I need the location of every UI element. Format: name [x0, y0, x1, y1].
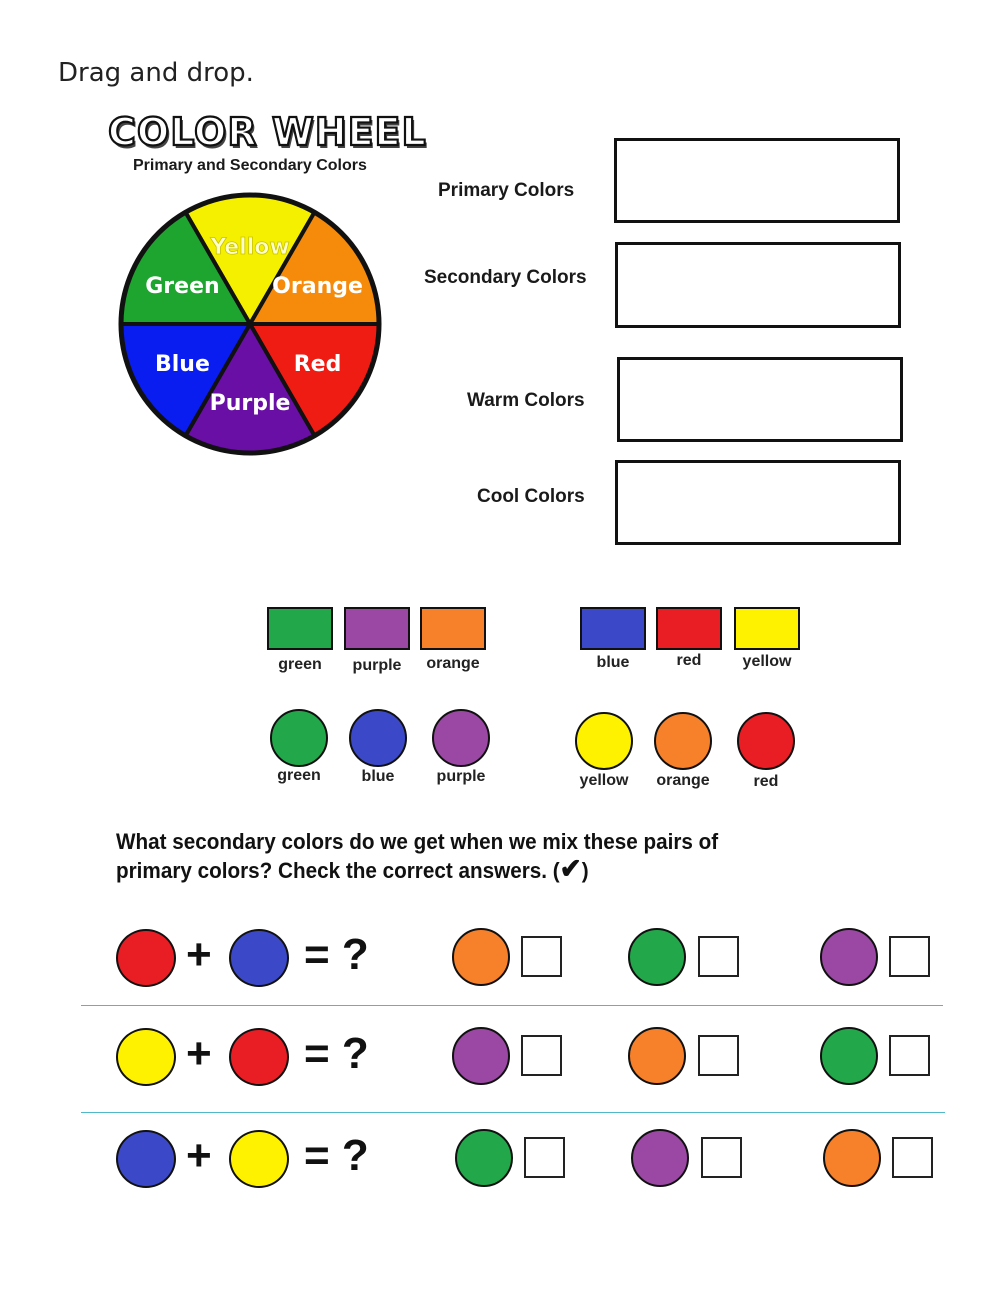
answer-option-green [628, 928, 686, 986]
wheel-label-purple: Purple [209, 391, 291, 416]
answer-checkbox-row-3-purple[interactable] [701, 1137, 742, 1178]
checkmark-icon: ✔ [559, 853, 582, 884]
draggable-dot-green[interactable] [270, 709, 328, 767]
mix-row-3-color-b [229, 1130, 289, 1188]
draggable-swatch-red[interactable] [656, 607, 722, 650]
color-wheel-title: COLOR WHEEL [108, 110, 427, 154]
swatch-yellow[interactable] [734, 607, 800, 650]
mix-row-3-color-a [116, 1130, 176, 1188]
swatch-label-blue: blue [596, 654, 630, 671]
draggable-dot-purple[interactable] [432, 709, 490, 767]
answer-checkbox-row-3-green[interactable] [524, 1137, 565, 1178]
question-line-1: What secondary colors do we get when we mix these pairs of [116, 829, 719, 854]
answer-option-orange [452, 928, 510, 986]
mix-row-2-color-b [229, 1028, 289, 1086]
color-wheel-subtitle: Primary and Secondary Colors [133, 157, 367, 174]
dot-label-yellow: yellow [579, 772, 629, 789]
draggable-swatch-green[interactable] [267, 607, 333, 650]
plus-sign: + [186, 1029, 212, 1078]
row-divider [81, 1112, 945, 1113]
wheel-label-green: Green [145, 274, 220, 299]
answer-checkbox-row-2-orange[interactable] [698, 1035, 739, 1076]
cool-colors-label: Cool Colors [477, 486, 585, 507]
dot-label-green: green [277, 767, 321, 784]
primary-colors-label: Primary Colors [438, 180, 575, 201]
wheel-label-orange: Orange [272, 274, 363, 299]
plus-sign: + [186, 1131, 212, 1180]
dot-label-orange: orange [656, 772, 710, 789]
answer-checkbox-row-2-purple[interactable] [521, 1035, 562, 1076]
draggable-swatch-yellow[interactable] [734, 607, 800, 650]
warm-colors-label: Warm Colors [467, 390, 585, 411]
swatch-label-green: green [278, 656, 322, 673]
answer-option-green [455, 1129, 513, 1187]
swatch-purple[interactable] [344, 607, 410, 650]
answer-checkbox-row-3-orange[interactable] [892, 1137, 933, 1178]
swatch-blue[interactable] [580, 607, 646, 650]
answer-option-orange [628, 1027, 686, 1085]
mix-row-1-color-b [229, 929, 289, 987]
dot-label-purple: purple [436, 768, 486, 785]
swatch-label-yellow: yellow [742, 653, 792, 670]
question-line-2: primary colors? Check the correct answers. ( [116, 858, 560, 883]
answer-checkbox-row-1-green[interactable] [698, 936, 739, 977]
equals-question: = ? [304, 930, 369, 979]
answer-option-purple [631, 1129, 689, 1187]
equals-question: = ? [304, 1131, 369, 1180]
wheel-label-yellow: Yellow [210, 235, 290, 260]
secondary-colors-label: Secondary Colors [424, 267, 587, 288]
instruction-text: Drag and drop. [58, 58, 254, 88]
question-text [116, 828, 849, 884]
draggable-dot-yellow[interactable] [575, 712, 633, 770]
wheel-label-blue: Blue [154, 352, 210, 377]
color-wheel-image [117, 191, 383, 457]
swatch-orange[interactable] [420, 607, 486, 650]
draggable-swatch-purple[interactable] [344, 607, 410, 650]
dot-label-blue: blue [361, 768, 395, 785]
answer-option-purple [452, 1027, 510, 1085]
draggable-dot-orange[interactable] [654, 712, 712, 770]
secondary-colors-drop-zone[interactable] [615, 242, 901, 328]
answer-option-orange [823, 1129, 881, 1187]
row-divider [81, 1005, 943, 1006]
swatch-label-purple: purple [352, 657, 402, 674]
answer-checkbox-row-1-orange[interactable] [521, 936, 562, 977]
draggable-swatch-blue[interactable] [580, 607, 646, 650]
mix-row-1-color-a [116, 929, 176, 987]
swatch-label-orange: orange [426, 655, 480, 672]
answer-option-green [820, 1027, 878, 1085]
primary-colors-drop-zone[interactable] [614, 138, 900, 223]
draggable-dot-red[interactable] [737, 712, 795, 770]
mix-row-2-color-a [116, 1028, 176, 1086]
warm-colors-drop-zone[interactable] [617, 357, 903, 442]
equals-question: = ? [304, 1029, 369, 1078]
swatch-label-red: red [676, 652, 702, 669]
dot-label-red: red [753, 773, 779, 790]
answer-option-purple [820, 928, 878, 986]
wheel-label-red: Red [293, 352, 342, 377]
swatch-green[interactable] [267, 607, 333, 650]
cool-colors-drop-zone[interactable] [615, 460, 901, 545]
answer-checkbox-row-1-purple[interactable] [889, 936, 930, 977]
swatch-red[interactable] [656, 607, 722, 650]
draggable-dot-blue[interactable] [349, 709, 407, 767]
answer-checkbox-row-2-green[interactable] [889, 1035, 930, 1076]
question-close-paren: ) [581, 858, 589, 883]
draggable-swatch-orange[interactable] [420, 607, 486, 650]
plus-sign: + [186, 930, 212, 979]
